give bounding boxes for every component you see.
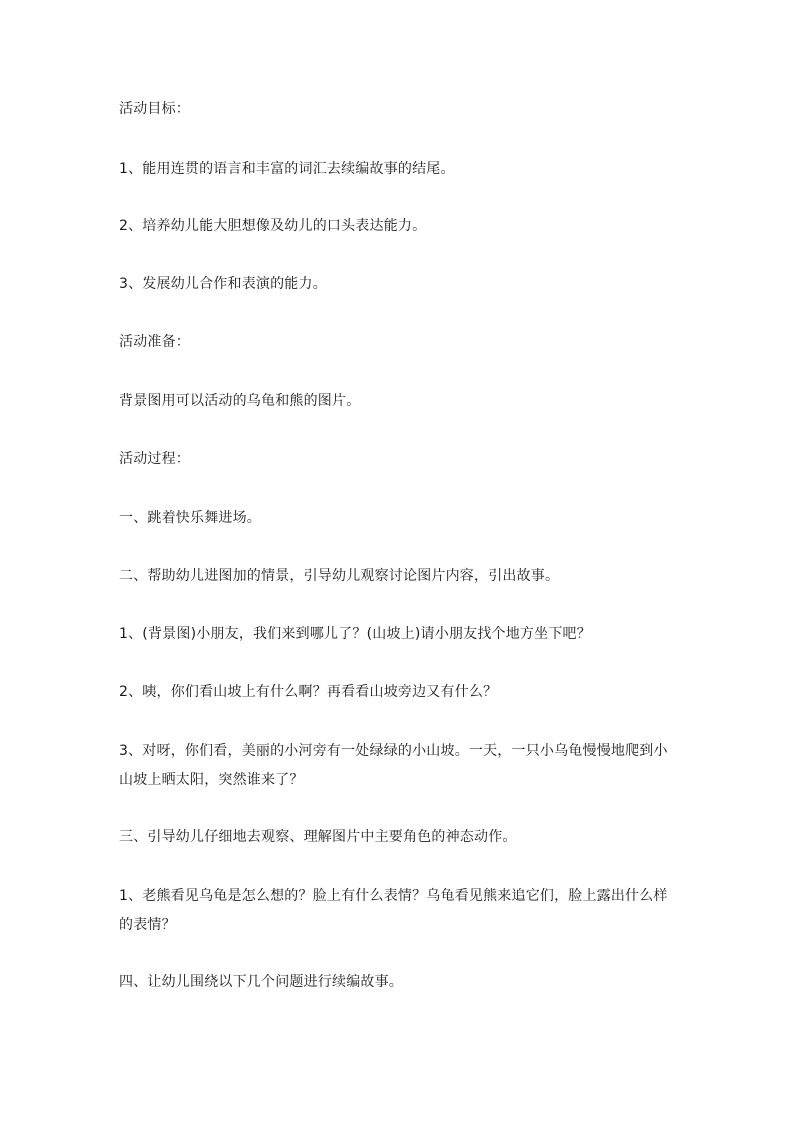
heading-activity-preparation: 活动准备： (119, 334, 190, 350)
process-step-1: 一、跳着快乐舞进场。 (119, 510, 261, 526)
goal-item-2: 2、培养幼儿能大胆想像及幼儿的口头表达能力。 (119, 218, 427, 234)
process-step-3-item-1: 1、老熊看见乌龟是怎么想的？脸上有什么表情？乌龟看见熊来追它们，脸上露出什么样的表情？ (119, 888, 668, 933)
process-step-2: 二、帮助幼儿进图加的情景，引导幼儿观察讨论图片内容，引出故事。 (119, 568, 560, 584)
process-step-2-item-2: 2、咦，你们看山坡上有什么啊？再看看山坡旁边又有什么？ (119, 684, 498, 700)
goal-item-3: 3、发展幼儿合作和表演的能力。 (119, 276, 327, 292)
process-step-2-item-3: 3、对呀，你们看，美丽的小河旁有一处绿绿的小山坡。一天，一只小乌龟慢慢地爬到小山坡上晒太阳，突然谁来了？ (119, 743, 668, 788)
process-step-3: 三、引导幼儿仔细地去观察、理解图片中主要角色的神态动作。 (119, 829, 517, 845)
preparation-text: 背景图用可以活动的乌龟和熊的图片。 (119, 393, 361, 409)
process-step-2-item-1: 1、(背景图)小朋友，我们来到哪儿了？(山坡上)请小朋友找个地方坐下吧？ (119, 626, 591, 642)
process-step-4: 四、让幼儿围绕以下几个问题进行续编故事。 (119, 974, 403, 990)
heading-activity-process: 活动过程： (119, 451, 190, 467)
goal-item-1: 1、能用连贯的语言和丰富的词汇去续编故事的结尾。 (119, 161, 455, 177)
heading-activity-goals: 活动目标： (119, 101, 190, 117)
